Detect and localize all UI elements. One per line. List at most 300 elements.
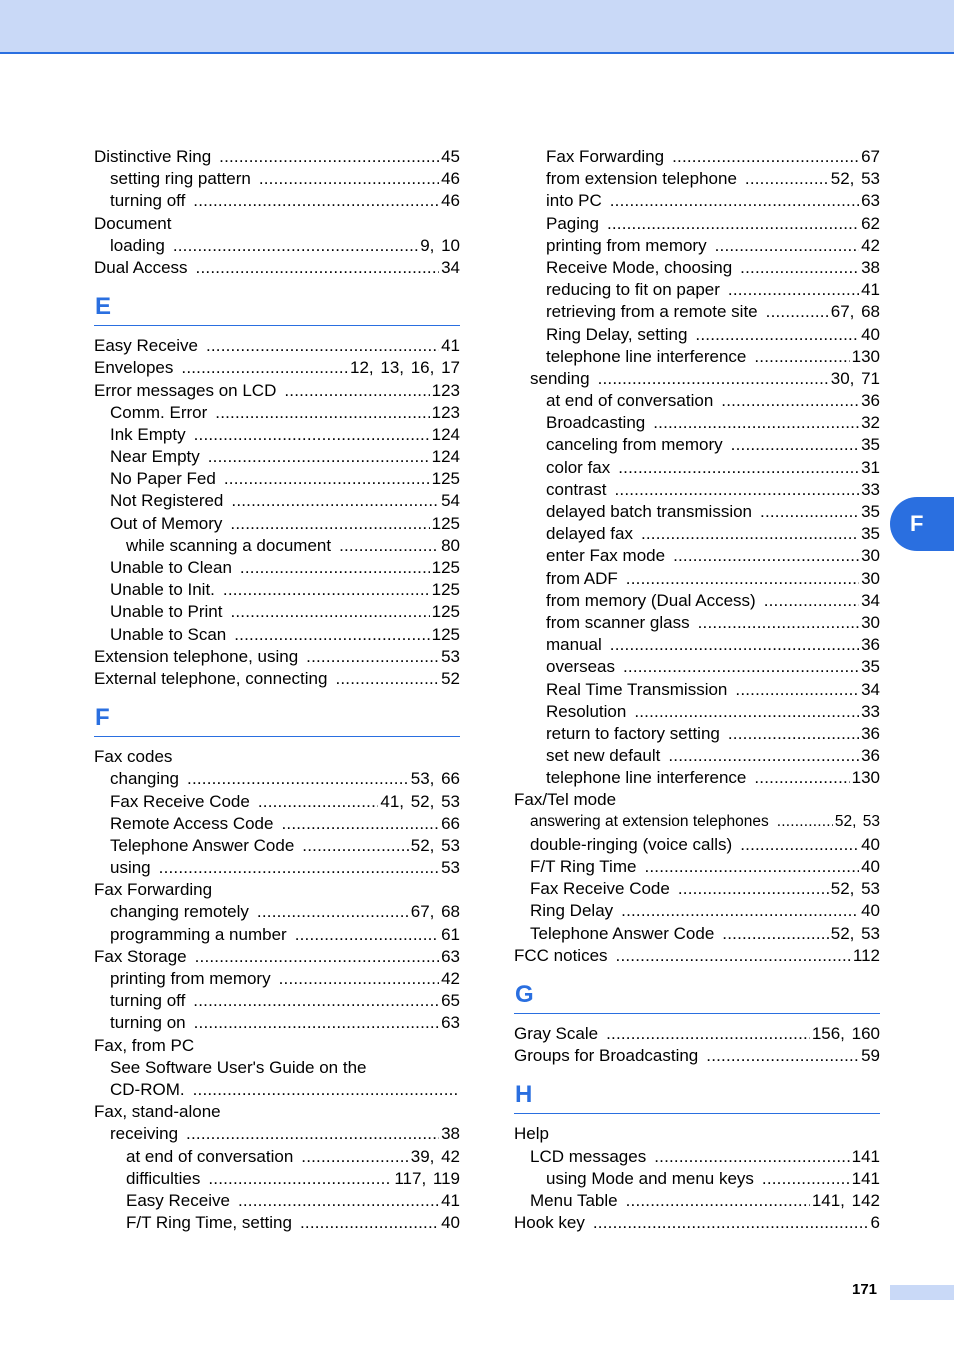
index-term: Fax codes — [94, 747, 173, 767]
dot-leader — [715, 236, 859, 256]
dot-leader — [740, 258, 859, 278]
index-term: Out of Memory — [110, 513, 223, 533]
page-reference-link[interactable]: 42 — [441, 969, 460, 988]
page-reference-link[interactable]: 12, 13, 16, 17 — [350, 358, 460, 378]
page-reference-link[interactable]: 40 — [441, 1213, 460, 1233]
page-reference-link[interactable]: 63 — [861, 191, 880, 211]
page-reference-link[interactable]: 9, 10 — [420, 235, 460, 255]
page-reference-link[interactable]: 46 — [441, 191, 460, 211]
dot-leader — [194, 425, 430, 445]
index-entry — [514, 1024, 880, 1046]
index-entry — [94, 1102, 460, 1124]
dot-leader — [668, 746, 859, 766]
dot-leader — [735, 680, 859, 700]
dot-leader — [618, 458, 859, 478]
page-reference-link[interactable]: 36 — [861, 746, 880, 766]
index-entry — [94, 880, 460, 902]
index-term: Fax, stand-alone — [94, 1102, 221, 1122]
page-reference-link[interactable]: 59 — [861, 1046, 880, 1066]
dot-leader — [626, 1191, 810, 1211]
dot-leader — [606, 1024, 810, 1044]
index-entry — [94, 580, 460, 602]
page-reference-link[interactable]: 36 — [861, 723, 880, 743]
index-entry — [514, 147, 880, 169]
page-reference-link[interactable]: 52, 53 — [830, 169, 880, 189]
dot-leader — [187, 769, 409, 789]
index-term: No Paper Fed — [110, 469, 216, 489]
page-reference-link[interactable]: 41, 52, 53 — [380, 791, 460, 811]
dot-leader — [616, 946, 851, 966]
index-entry — [514, 1169, 880, 1191]
page-reference-link[interactable]: 61 — [441, 924, 460, 944]
index-term: delayed batch transmission — [546, 502, 753, 521]
index-entry — [514, 569, 880, 591]
dot-leader — [672, 147, 859, 167]
page-reference-link[interactable]: 52, 53 — [410, 835, 460, 855]
page-reference-link[interactable]: 65 — [441, 991, 460, 1011]
index-term: Fax Forwarding — [94, 880, 213, 900]
index-entry — [514, 458, 880, 480]
index-term: from ADF — [546, 568, 618, 588]
index-entry — [514, 635, 880, 657]
index-term: Error messages on LCD — [94, 380, 277, 400]
page-reference-link[interactable]: 141 — [851, 1146, 880, 1166]
index-term: printing from memory — [110, 969, 271, 988]
page-reference-link[interactable]: 33 — [861, 701, 880, 721]
dot-leader — [230, 514, 429, 534]
index-column-right — [514, 147, 880, 1235]
page-reference-link[interactable]: 117, 119 — [394, 1168, 460, 1188]
dot-leader — [610, 635, 859, 655]
index-entry — [514, 502, 880, 524]
index-entry — [514, 191, 880, 213]
index-term: Fax Receive Code — [530, 879, 670, 899]
page-reference-link[interactable]: 41 — [441, 1190, 460, 1210]
index-term: Distinctive Ring — [94, 147, 212, 166]
dot-leader — [302, 836, 408, 856]
index-term: Telephone Answer Code — [110, 835, 295, 855]
section-heading: G — [514, 980, 880, 1014]
page-reference-link[interactable]: 35 — [861, 435, 880, 455]
index-term: at end of conversation — [126, 1146, 294, 1166]
section-heading: F — [94, 703, 460, 737]
index-term: Ring Delay — [530, 901, 614, 921]
page-reference-link[interactable]: 34 — [861, 590, 880, 610]
index-term: Help — [514, 1124, 549, 1144]
dot-leader — [206, 336, 439, 356]
index-entry — [514, 1046, 880, 1068]
page-reference-link[interactable]: 52, 53 — [830, 923, 880, 943]
index-term: Dual Access — [94, 257, 188, 277]
index-entry — [94, 425, 460, 447]
index-term: double-ringing (voice calls) — [530, 834, 733, 854]
page-reference-link[interactable]: 63 — [441, 1013, 460, 1033]
dot-leader — [722, 924, 828, 944]
page-reference-link[interactable]: 33 — [861, 479, 880, 499]
index-term: Unable to Clean — [110, 558, 232, 577]
index-entry — [514, 835, 880, 857]
index-term: Resolution — [546, 701, 627, 721]
index-entry — [514, 236, 880, 258]
dot-leader — [335, 669, 439, 689]
page-reference-link[interactable]: 42 — [861, 235, 880, 255]
index-term: telephone line interference — [546, 768, 747, 788]
page-reference-link[interactable]: 40 — [861, 901, 880, 921]
dot-leader — [215, 403, 429, 423]
index-term: at end of conversation — [546, 391, 714, 411]
page-reference-link[interactable]: 31 — [861, 457, 880, 477]
index-entry — [94, 191, 460, 213]
index-term: contrast — [546, 479, 607, 499]
index-entry — [94, 747, 460, 769]
index-term: Near Empty — [110, 447, 200, 467]
dot-leader — [195, 947, 439, 967]
index-term: F/T Ring Time, setting — [126, 1213, 292, 1233]
page-reference-link[interactable]: 52 — [441, 668, 460, 688]
index-entry — [94, 1013, 460, 1035]
page-reference-link[interactable]: 130 — [851, 768, 880, 788]
dot-leader — [208, 1169, 392, 1189]
dot-leader — [223, 580, 430, 600]
index-term: manual — [546, 635, 602, 655]
page-number-bar — [890, 1285, 954, 1300]
dot-leader — [623, 657, 859, 677]
page-reference-link[interactable]: 35 — [861, 524, 880, 544]
page-reference-link[interactable]: 41 — [861, 280, 880, 300]
dot-leader — [593, 1213, 869, 1233]
index-term: turning on — [110, 1013, 186, 1033]
dot-leader — [754, 768, 849, 788]
index-entry — [514, 879, 880, 901]
dot-leader — [234, 625, 429, 645]
dot-leader — [231, 491, 439, 511]
page-reference-link[interactable]: 40 — [861, 834, 880, 854]
index-entry — [514, 702, 880, 724]
index-term: while scanning a document — [126, 535, 332, 555]
dot-leader — [238, 1191, 439, 1211]
page-reference-link[interactable]: 54 — [441, 491, 460, 511]
dot-leader — [240, 558, 430, 578]
index-entry — [94, 258, 460, 280]
index-entry — [94, 214, 460, 236]
index-term: CD-ROM. — [110, 1079, 185, 1099]
page-reference-link[interactable]: 125 — [431, 469, 460, 489]
page-reference-link[interactable]: 62 — [861, 213, 880, 233]
chapter-tab[interactable] — [890, 497, 954, 551]
page-reference-link[interactable]: 67, 68 — [410, 902, 460, 922]
page-reference-link[interactable]: 52, 53 — [830, 879, 880, 899]
index-entry — [94, 558, 460, 580]
index-term: difficulties — [126, 1168, 201, 1188]
index-term: color fax — [546, 457, 611, 477]
dot-leader — [159, 858, 439, 878]
page-reference-link[interactable]: 40 — [861, 857, 880, 876]
index-term: sending — [530, 368, 590, 388]
index-term: Easy Receive — [126, 1190, 230, 1210]
page-reference-link[interactable]: 123 — [431, 380, 460, 400]
page-reference-link[interactable]: 53 — [441, 858, 460, 878]
index-entry — [514, 1147, 880, 1169]
index-term: Fax, from PC — [94, 1035, 195, 1055]
index-term: Gray Scale — [514, 1023, 599, 1043]
dot-leader — [728, 280, 859, 300]
index-entry — [94, 336, 460, 358]
dot-leader — [706, 1046, 859, 1066]
dot-leader — [219, 147, 439, 167]
page-reference-link[interactable]: 125 — [431, 513, 460, 533]
dot-leader — [653, 413, 859, 433]
index-entry — [514, 813, 880, 835]
index-term: setting ring pattern — [110, 169, 251, 189]
index-entry — [514, 280, 880, 302]
index-entry — [94, 991, 460, 1013]
index-entry — [94, 147, 460, 169]
index-entry — [94, 1036, 460, 1058]
index-term: set new default — [546, 746, 661, 766]
index-term: Ring Delay, setting — [546, 324, 688, 344]
index-entry — [94, 647, 460, 669]
index-entry — [94, 1191, 460, 1213]
page-reference-link[interactable]: 34 — [861, 679, 880, 699]
page-reference-link[interactable]: 156, 160 — [811, 1023, 880, 1043]
index-term: Unable to Print — [110, 602, 223, 622]
index-entry — [514, 1191, 880, 1213]
dot-leader — [678, 879, 829, 899]
index-entry — [94, 947, 460, 969]
index-term: Unable to Scan — [110, 624, 227, 644]
dot-leader — [634, 702, 859, 722]
index-entry — [94, 1147, 460, 1169]
index-entry — [514, 680, 880, 702]
page-reference-link[interactable]: 39, 42 — [410, 1146, 460, 1166]
index-entry — [514, 347, 880, 369]
page-reference-link[interactable]: 40 — [861, 324, 880, 344]
dot-leader — [306, 647, 439, 667]
index-entry — [514, 591, 880, 613]
dot-leader — [301, 1147, 408, 1167]
index-entry — [514, 435, 880, 457]
index-entry — [514, 746, 880, 768]
page-reference-link[interactable]: 34 — [441, 257, 460, 277]
index-entry — [94, 858, 460, 880]
dot-leader — [745, 169, 829, 189]
page-reference-link[interactable]: 30 — [861, 546, 880, 566]
page-number: 171 — [852, 1281, 878, 1298]
index-entry — [514, 369, 880, 391]
index-term: from memory (Dual Access) — [546, 590, 756, 610]
page-reference-link[interactable]: 124 — [431, 447, 460, 467]
dot-leader — [300, 1213, 439, 1233]
index-term: Comm. Error — [110, 402, 208, 422]
index-term: turning off — [110, 991, 186, 1011]
index-term: Menu Table — [530, 1190, 618, 1210]
dot-leader — [731, 435, 859, 455]
dot-leader — [673, 546, 859, 566]
chapter-tab-label: F — [910, 511, 924, 536]
index-term: Easy Receive — [94, 336, 198, 356]
index-term: Document — [94, 213, 172, 233]
index-entry — [514, 391, 880, 413]
dot-leader — [698, 613, 859, 633]
dot-leader — [186, 1124, 439, 1144]
dot-leader — [760, 502, 859, 522]
index-entry — [94, 769, 460, 791]
index-entry — [514, 214, 880, 236]
page-reference-link[interactable]: 130 — [851, 346, 880, 366]
page-reference-link[interactable]: 30, 71 — [830, 368, 880, 388]
index-term: answering at extension telephones — [530, 812, 769, 830]
page-reference-link[interactable]: 141, 142 — [811, 1190, 880, 1210]
index-term: retrieving from a remote site — [546, 302, 758, 322]
dot-leader — [339, 536, 439, 556]
index-term: loading — [110, 235, 165, 255]
page-reference-link[interactable]: 141 — [851, 1168, 880, 1188]
page-reference-link[interactable]: 125 — [431, 558, 460, 577]
dot-leader — [208, 447, 430, 467]
index-entry — [94, 536, 460, 558]
page-reference-link[interactable]: 38 — [441, 1124, 460, 1144]
index-entry — [514, 302, 880, 324]
dot-leader — [766, 302, 829, 322]
index-term: from extension telephone — [546, 169, 737, 189]
page-reference-link[interactable]: 125 — [431, 624, 460, 644]
index-entry — [94, 358, 460, 380]
dot-leader — [257, 902, 409, 922]
dot-leader — [626, 569, 859, 589]
index-entry — [514, 946, 880, 968]
index-term: Unable to Init. — [110, 580, 215, 600]
dot-leader — [193, 991, 439, 1011]
index-entry — [514, 857, 880, 879]
dot-leader — [695, 325, 859, 345]
page-reference-link[interactable]: 112 — [852, 945, 880, 965]
index-term: F/T Ring Time — [530, 857, 637, 876]
index-term: Extension telephone, using — [94, 646, 299, 666]
dot-leader — [610, 191, 859, 211]
index-entry — [514, 1213, 880, 1235]
dot-leader — [224, 469, 430, 489]
section-heading: H — [514, 1080, 880, 1114]
index-term: Not Registered — [110, 491, 224, 511]
index-term: Ink Empty — [110, 424, 186, 444]
index-term: using Mode and menu keys — [546, 1168, 754, 1188]
page-reference-link[interactable]: 6 — [870, 1213, 880, 1233]
page-reference-link[interactable]: 32 — [861, 413, 880, 433]
index-entry — [514, 325, 880, 347]
index-entry — [94, 403, 460, 425]
page-reference-link[interactable]: 38 — [861, 257, 880, 277]
dot-leader — [194, 1013, 439, 1033]
dot-leader — [728, 724, 859, 744]
page-reference-link[interactable]: 63 — [441, 946, 460, 966]
dot-leader — [295, 925, 439, 945]
page-reference-link[interactable]: 67 — [861, 147, 880, 166]
page-reference-link[interactable]: 30 — [861, 612, 880, 632]
page-reference-link[interactable]: 36 — [861, 391, 880, 411]
dot-leader — [196, 258, 440, 278]
index-term: Receive Mode, choosing — [546, 257, 733, 277]
page-reference-link[interactable]: 53, 66 — [410, 769, 460, 789]
index-term: canceling from memory — [546, 435, 723, 455]
index-entry — [94, 491, 460, 513]
index-entry — [514, 724, 880, 746]
page-reference-link[interactable]: 52, 53 — [834, 812, 880, 830]
index-entry — [514, 657, 880, 679]
index-term: Hook key — [514, 1213, 585, 1233]
index-entry — [514, 258, 880, 280]
index-term: See Software User's Guide on the — [110, 1057, 367, 1077]
page-reference-link[interactable]: 124 — [431, 424, 460, 444]
page-reference-link[interactable]: 41 — [441, 336, 460, 356]
dot-leader — [193, 1080, 458, 1100]
index-term: using — [110, 858, 151, 878]
index-term: from scanner glass — [546, 612, 690, 632]
page-reference-link[interactable]: 125 — [431, 580, 460, 600]
index-entry — [94, 625, 460, 647]
index-term: into PC — [546, 191, 602, 211]
dot-leader — [607, 214, 859, 234]
dot-leader — [284, 381, 429, 401]
index-entry — [514, 524, 880, 546]
index-term: Envelopes — [94, 358, 174, 378]
index-entry — [94, 1080, 460, 1102]
index-entry — [514, 924, 880, 946]
page-reference-link[interactable]: 45 — [441, 147, 460, 166]
index-entry — [94, 792, 460, 814]
index-term: changing — [110, 769, 180, 789]
page-reference-link[interactable]: 66 — [441, 813, 460, 833]
page-reference-link[interactable]: 67, 68 — [830, 302, 880, 322]
index-term: delayed fax — [546, 524, 633, 544]
index-entry — [94, 814, 460, 836]
index-term: receiving — [110, 1124, 179, 1144]
page-reference-link[interactable]: 125 — [431, 602, 460, 622]
index-entry — [94, 469, 460, 491]
index-entry — [514, 613, 880, 635]
index-entry — [514, 768, 880, 790]
dot-leader — [644, 857, 859, 877]
dot-leader — [614, 480, 859, 500]
page-reference-link[interactable]: 80 — [441, 535, 460, 555]
index-entry — [94, 902, 460, 924]
page-reference-link[interactable]: 53 — [441, 646, 460, 666]
index-entry — [94, 1169, 460, 1191]
index-term: Fax Receive Code — [110, 791, 250, 811]
page-reference-link[interactable]: 36 — [861, 635, 880, 655]
index-term: Paging — [546, 213, 599, 233]
page-reference-link[interactable]: 123 — [431, 402, 460, 422]
index-term: LCD messages — [530, 1146, 647, 1166]
index-term: telephone line interference — [546, 346, 747, 366]
index-entry — [514, 480, 880, 502]
page-reference-link[interactable]: 35 — [861, 502, 880, 521]
dot-leader — [777, 813, 833, 831]
index-term: turning off — [110, 191, 186, 211]
index-entry — [94, 1124, 460, 1146]
index-term: programming a number — [110, 924, 287, 944]
dot-leader — [173, 236, 418, 256]
dot-leader — [598, 369, 829, 389]
index-term: External telephone, connecting — [94, 668, 328, 688]
dot-leader — [654, 1147, 849, 1167]
page-reference-link[interactable]: 30 — [861, 568, 880, 588]
index-entry — [94, 969, 460, 991]
index-term: Fax/Tel mode — [514, 790, 617, 810]
index-entry — [514, 169, 880, 191]
dot-leader — [181, 358, 348, 378]
page-reference-link[interactable]: 35 — [861, 657, 880, 677]
page-reference-link[interactable]: 46 — [441, 169, 460, 189]
